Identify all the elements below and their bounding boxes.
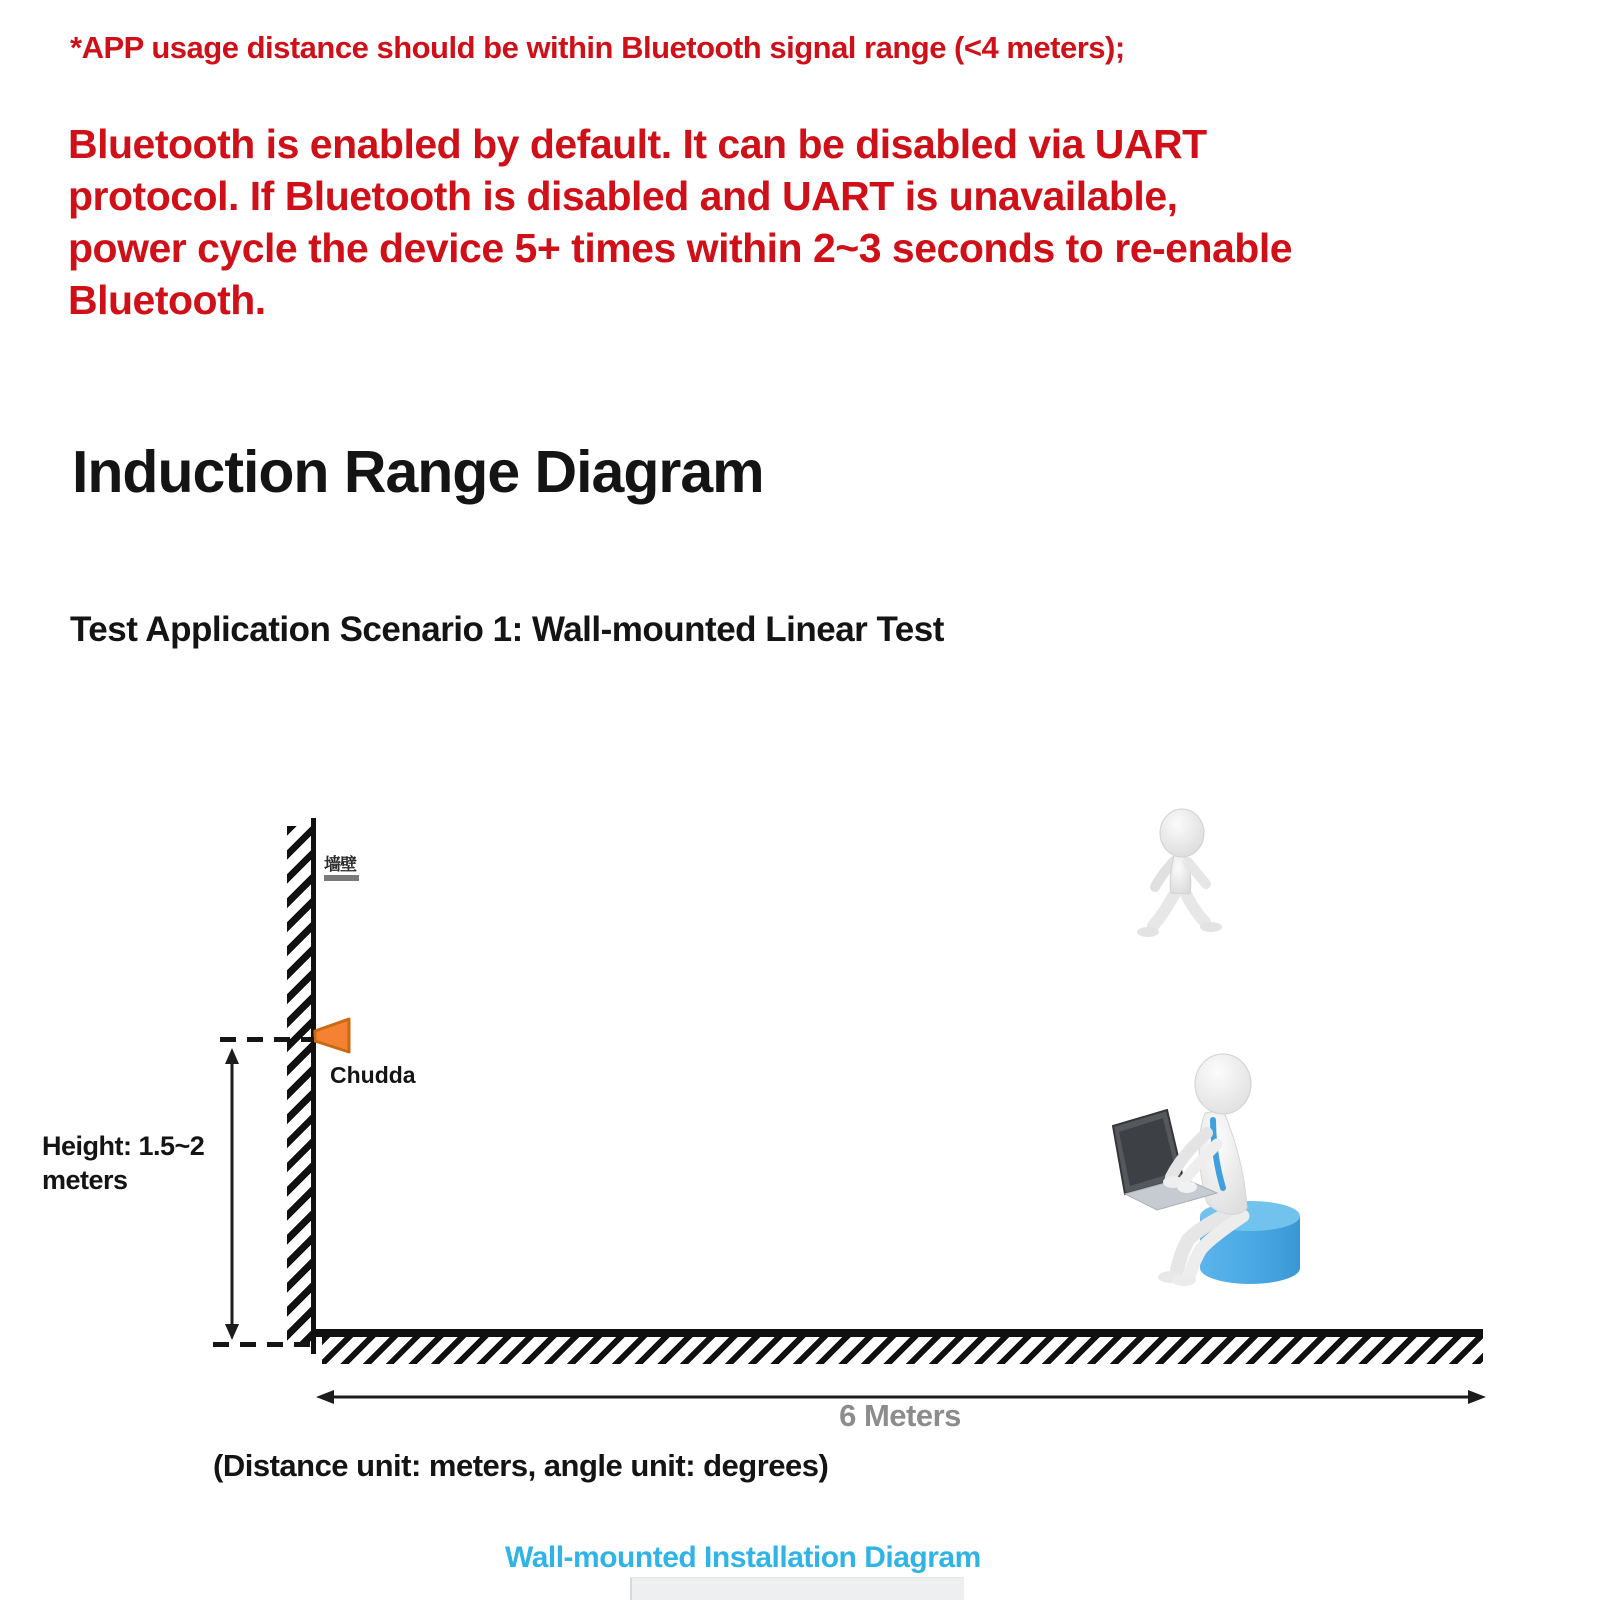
seated-person-figure [1085,1048,1320,1293]
warning-line: power cycle the device 5+ times within 2~3 seconds to re-enable [68,225,1293,271]
floor-level-dashed-line [213,1342,311,1347]
sensor-icon [313,1016,353,1056]
next-image-top-edge [630,1577,964,1600]
floor-hatching [322,1337,1483,1364]
warning-line: Bluetooth is enabled by default. It can be disabled via UART [68,121,1207,167]
wall-hatching [287,826,311,1346]
bluetooth-warning [68,118,1488,326]
installation-diagram-caption: Wall-mounted Installation Diagram [505,1541,981,1574]
scenario-subtitle: Test Application Scenario 1: Wall-mounted Linear Test [70,610,944,649]
height-label: Height: 1.5~2 meters [42,1131,205,1195]
warning-line: protocol. If Bluetooth is disabled and UART is unavailable, [68,173,1178,219]
wall-label-subtext [324,875,359,881]
sensor-label: Chudda [330,1062,416,1088]
wall-edge-line [311,818,316,1354]
distance-label: 6 Meters [839,1398,961,1433]
warning-line: Bluetooth. [68,277,266,323]
wall-label-text: 墙壁 [324,855,356,874]
app-distance-note: *APP usage distance should be within Bluetooth signal range (<4 meters); [70,30,1125,65]
walking-person-figure [1122,806,1237,951]
floor-line [316,1329,1483,1337]
sensor-height-dashed-line [220,1037,314,1042]
wall-label [324,856,368,881]
unit-note: (Distance unit: meters, angle unit: degrees) [213,1448,829,1483]
page-title: Induction Range Diagram [72,439,764,505]
